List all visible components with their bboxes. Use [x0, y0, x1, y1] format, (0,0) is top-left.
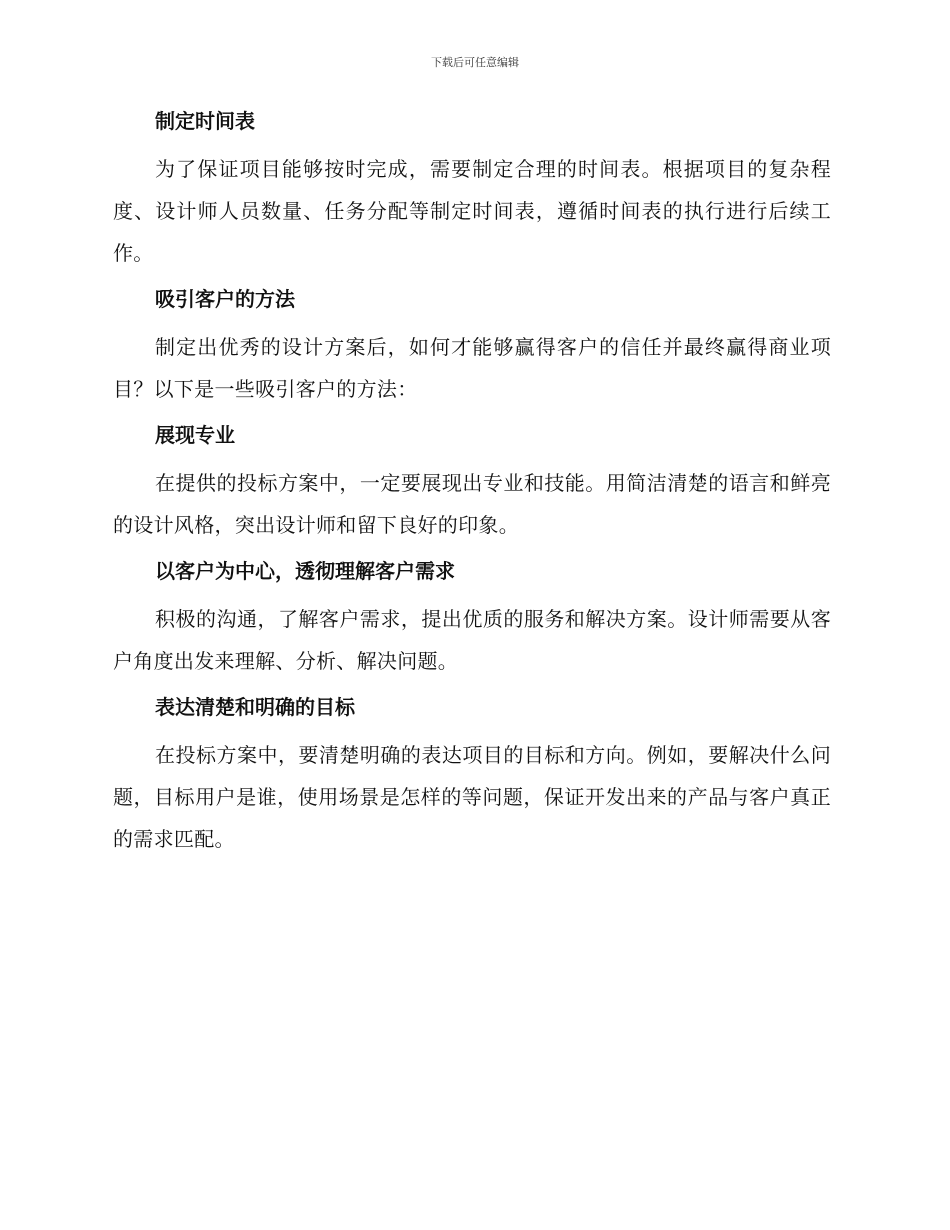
document-body — [113, 106, 831, 870]
section-heading-clear-goals: 表达清楚和明确的目标 — [155, 695, 355, 719]
section-heading-attract-clients: 吸引客户的方法 — [155, 287, 295, 311]
section-heading-schedule: 制定时间表 — [155, 109, 255, 133]
section-paragraph-client-centered: 积极的沟通，了解客户需求，提出优质的服务和解决方案。设计师需要从客户角度出发来理解、分析、解决问题。 — [113, 607, 831, 673]
section-heading-show-professionalism: 展现专业 — [155, 423, 235, 447]
section-paragraph-clear-goals: 在投标方案中，要清楚明确的表达项目的目标和方向。例如，要解决什么问题，目标用户是谁，使用场景是怎样的等问题，保证开发出来的产品与客户真正的需求匹配。 — [113, 743, 831, 851]
section-heading-client-centered: 以客户为中心，透彻理解客户需求 — [155, 559, 455, 583]
section-paragraph-attract-clients: 制定出优秀的设计方案后，如何才能够赢得客户的信任并最终赢得商业项目？以下是一些吸引客户的方法： — [113, 335, 831, 401]
section-paragraph-show-professionalism: 在提供的投标方案中，一定要展现出专业和技能。用简洁清楚的语言和鲜亮的设计风格，突出设计师和留下良好的印象。 — [113, 471, 831, 537]
page-header: 下载后可任意编辑 — [431, 56, 519, 69]
section-paragraph-schedule: 为了保证项目能够按时完成，需要制定合理的时间表。根据项目的复杂程度、设计师人员数量、任务分配等制定时间表，遵循时间表的执行进行后续工作。 — [113, 157, 831, 265]
